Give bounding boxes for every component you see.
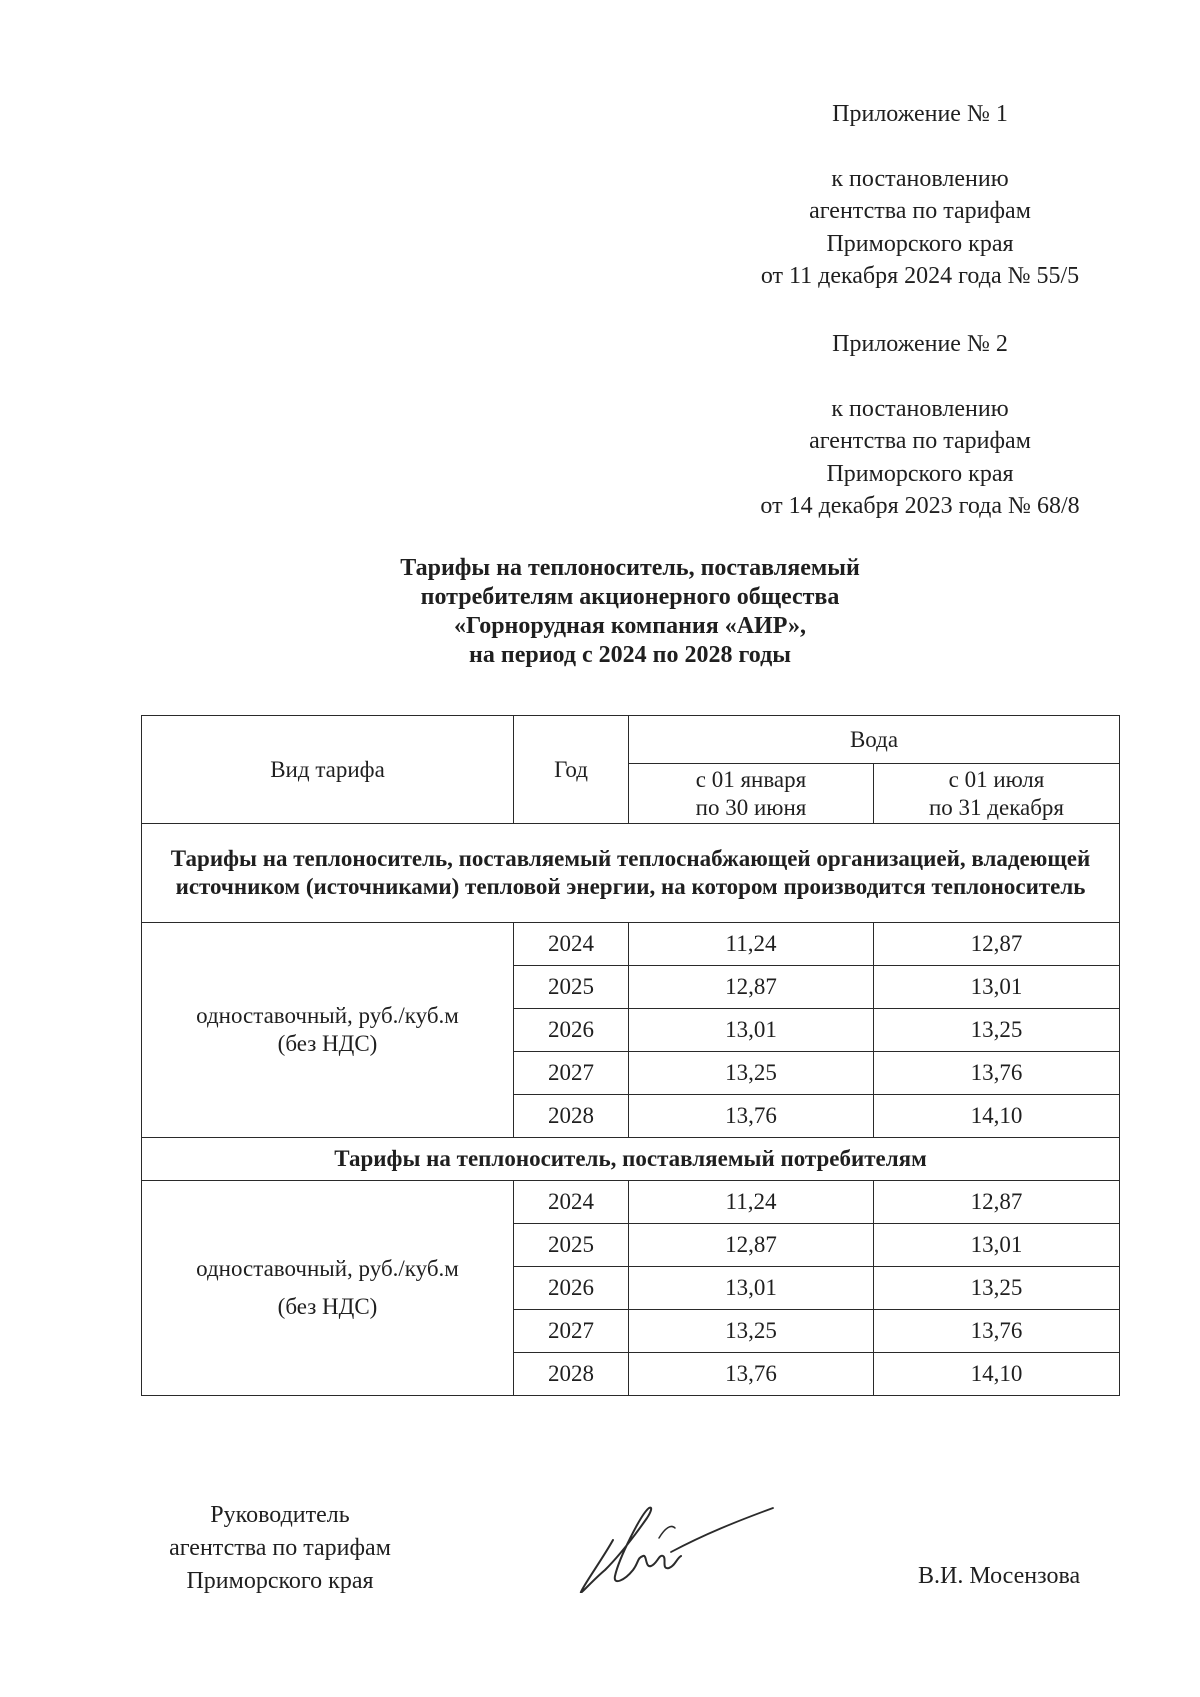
year-cell: 2024 [514,923,629,966]
annex-1-line: Приморского края [826,230,1014,257]
value-cell: 11,24 [629,923,874,966]
value-cell: 13,01 [629,1267,874,1310]
signer-position-line: агентства по тарифам [169,1535,391,1561]
header-year: Год [514,716,629,824]
header-period-2-line: по 31 декабря [928,794,1065,820]
year-cell: 2026 [514,1267,629,1310]
section-heading: Тарифы на теплоноситель, поставляемый теплоснабжающей организацией, владеющей источником (источниками) тепловой энергии, на котором производится теплоноситель [142,824,1120,923]
value-cell: 13,01 [629,1009,874,1052]
annex-2-date: от 14 декабря 2023 года № 68/8 [760,493,1080,519]
value-cell: 13,01 [874,1224,1120,1267]
tariff-kind [142,1181,514,1396]
value-cell: 13,25 [629,1052,874,1095]
year-cell: 2026 [514,1009,629,1052]
year-cell: 2027 [514,1310,629,1353]
annex-2-title: Приложение № 2 [832,331,1008,357]
handwritten-signature [575,1498,775,1593]
annex-1-header [710,98,1130,293]
value-cell: 12,87 [874,923,1120,966]
annex-2-header [710,328,1130,523]
header-period-2 [874,764,1120,824]
signer-name: В.И. Мосензова [918,1563,1081,1589]
value-cell: 12,87 [629,1224,874,1267]
value-cell: 13,76 [874,1310,1120,1353]
annex-1-line: агентства по тарифам [809,198,1031,224]
section-heading: Тарифы на теплоноситель, поставляемый потребителям [142,1138,1120,1181]
value-cell: 11,24 [629,1181,874,1224]
value-cell: 13,25 [874,1009,1120,1052]
year-cell: 2027 [514,1052,629,1095]
value-cell: 13,76 [629,1095,874,1138]
year-cell: 2028 [514,1353,629,1396]
year-cell: 2025 [514,966,629,1009]
value-cell: 13,25 [629,1310,874,1353]
signer-position-line: Приморского края [186,1568,374,1594]
value-cell: 14,10 [874,1095,1120,1138]
header-period-1 [629,764,874,824]
header-kind: Вид тарифа [142,716,514,824]
annex-1-title: Приложение № 1 [832,101,1008,127]
title-line: на период с 2024 по 2028 годы [469,642,791,668]
annex-1-line: к постановлению [831,165,1009,192]
title-line: потребителям акционерного общества [420,584,840,610]
tariff-kind-line: (без НДС) [277,1294,378,1319]
annex-2-line: к постановлению [831,395,1009,422]
header-period-1-line: с 01 января [695,766,807,792]
document-title [250,554,1010,670]
value-cell: 12,87 [874,1181,1120,1224]
value-cell: 14,10 [874,1353,1120,1396]
annex-1-date: от 11 декабря 2024 года № 55/5 [760,263,1080,289]
annex-2-line: Приморского края [826,460,1014,487]
title-line: Тарифы на теплоноситель, поставляемый [400,555,860,581]
table-row [142,1181,1120,1224]
tariff-kind-line: (без НДС) [277,1031,378,1056]
tariff-table [141,715,1120,1396]
year-cell: 2024 [514,1181,629,1224]
annex-2-line: агентства по тарифам [809,428,1031,454]
year-cell: 2028 [514,1095,629,1138]
value-cell: 13,76 [874,1052,1120,1095]
value-cell: 13,76 [629,1353,874,1396]
signer-position-line: Руководитель [210,1502,350,1528]
tariff-kind-line: одноставочный, руб./куб.м [196,1256,459,1281]
header-period-1-line: по 30 июня [695,794,807,820]
year-cell: 2025 [514,1224,629,1267]
title-line: «Горнорудная компания «АИР», [454,613,806,639]
value-cell: 13,01 [874,966,1120,1009]
tariff-kind-line: одноставочный, руб./куб.м [196,1003,459,1028]
signer-position [130,1499,430,1598]
value-cell: 13,25 [874,1267,1120,1310]
table-row [142,923,1120,966]
header-period-2-line: с 01 июля [948,766,1045,792]
value-cell: 12,87 [629,966,874,1009]
tariff-kind [142,923,514,1138]
header-water: Вода [629,716,1120,764]
